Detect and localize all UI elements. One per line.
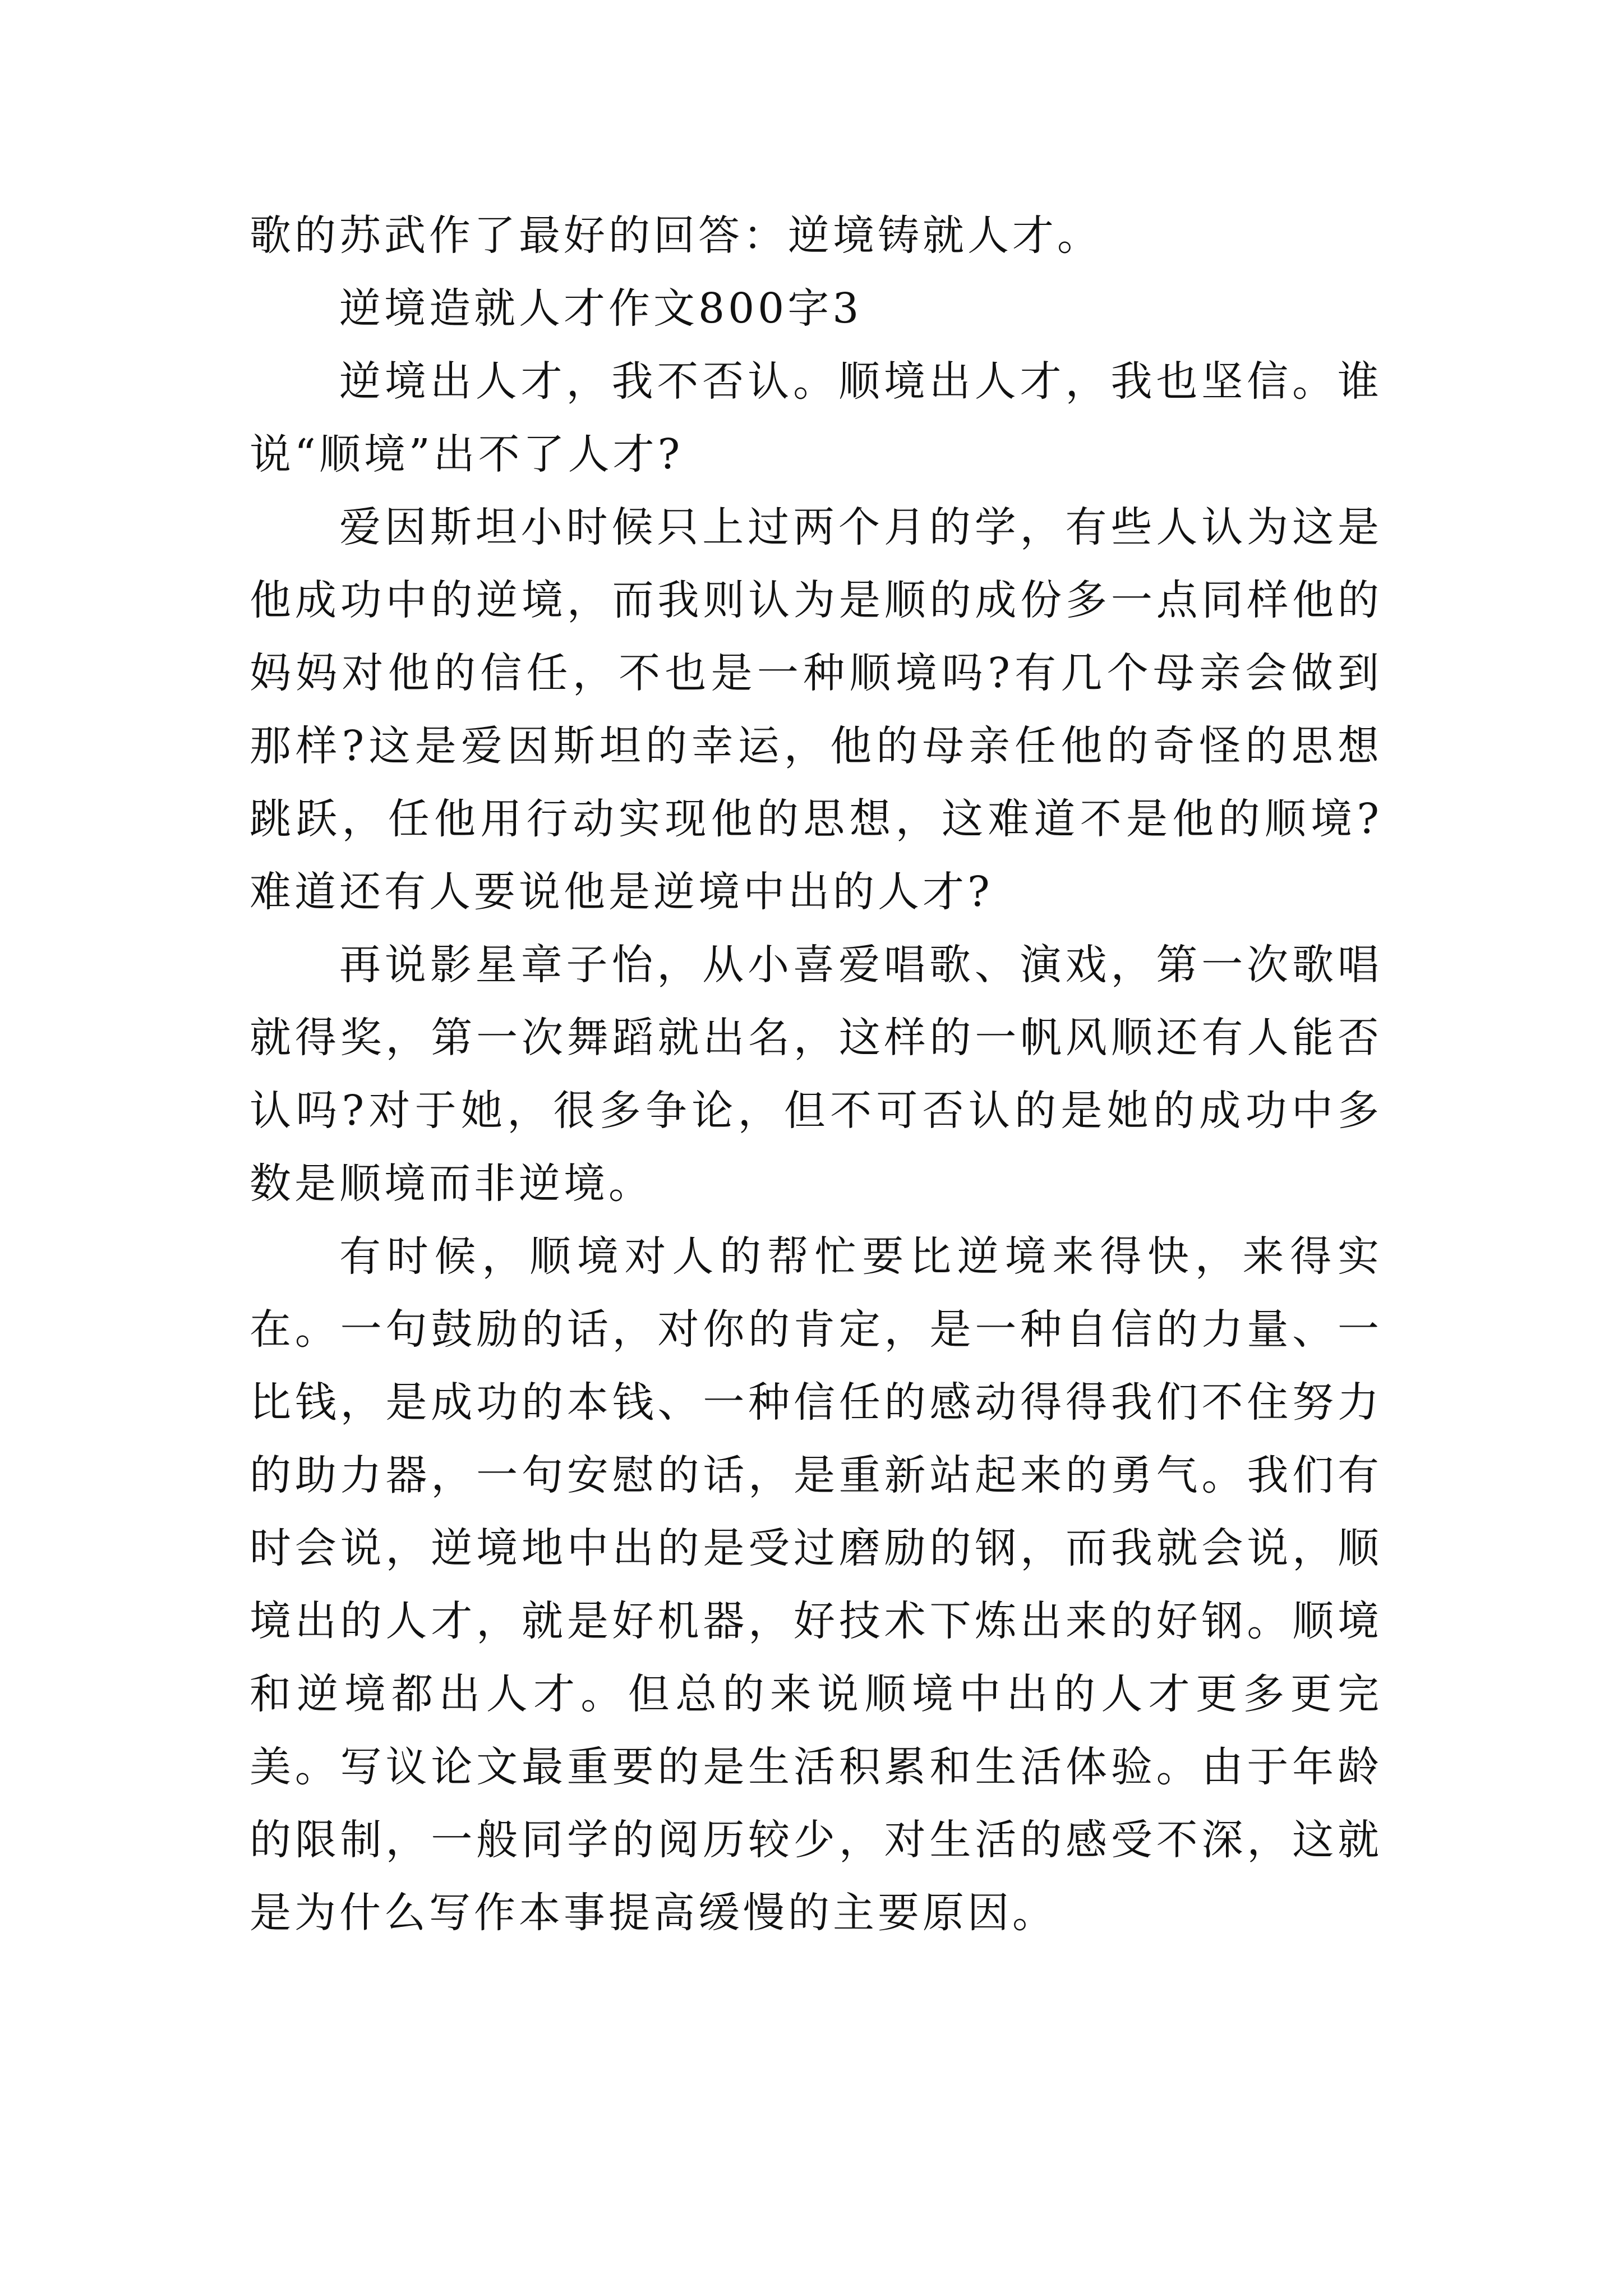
section-heading: 逆境造就人才作文800字3 <box>339 284 863 333</box>
paragraph-intro: 逆境出人才，我不否认。顺境出人才，我也坚信。谁说“顺境”出不了人才? <box>250 357 1382 478</box>
paragraph-conclusion: 有时候，顺境对人的帮忙要比逆境来得快，来得实在。一句鼓励的话，对你的肯定，是一种自信的力量、一比钱，是成功的本钱、一种信任的感动得得我们不住努力的助力器，一句安慰的话，是重新站起来的勇气。我们有时会说，逆境地中出的是受过磨励的钢，而我就会说，顺境出的人才，就是好机器，好技术下炼出来的好钢。顺境和逆境都出人才。但总的来说顺境中出的人才更多更完美。写议论文最重要的是生活积累和生活体验。由于年龄的限制，一般同学的阅历较少，对生活的感受不深，这就是为什么写作本事提高缓慢的主要原因。 <box>250 1232 1382 1937</box>
paragraph-einstein: 爱因斯坦小时候只上过两个月的学，有些人认为这是他成功中的逆境，而我则认为是顺的成份多一点同样他的妈妈对他的信任，不也是一种顺境吗?有几个母亲会做到那样?这是爱因斯坦的幸运，他的母亲任他的奇怪的思想跳跃，任他用行动实现他的思想，这难道不是他的顺境?难道还有人要说他是逆境中出的人才? <box>250 503 1382 916</box>
paragraph-zhang-ziyi: 再说影星章子怡，从小喜爱唱歌、演戏，第一次歌唱就得奖，第一次舞蹈就出名，这样的一帆风顺还有人能否认吗?对于她，很多争论，但不可否认的是她的成功中多数是顺境而非逆境。 <box>250 941 1382 1208</box>
document-body <box>250 199 1382 1949</box>
paragraph-continuation: 歌的苏武作了最好的回答：逆境铸就人才。 <box>250 211 1102 260</box>
